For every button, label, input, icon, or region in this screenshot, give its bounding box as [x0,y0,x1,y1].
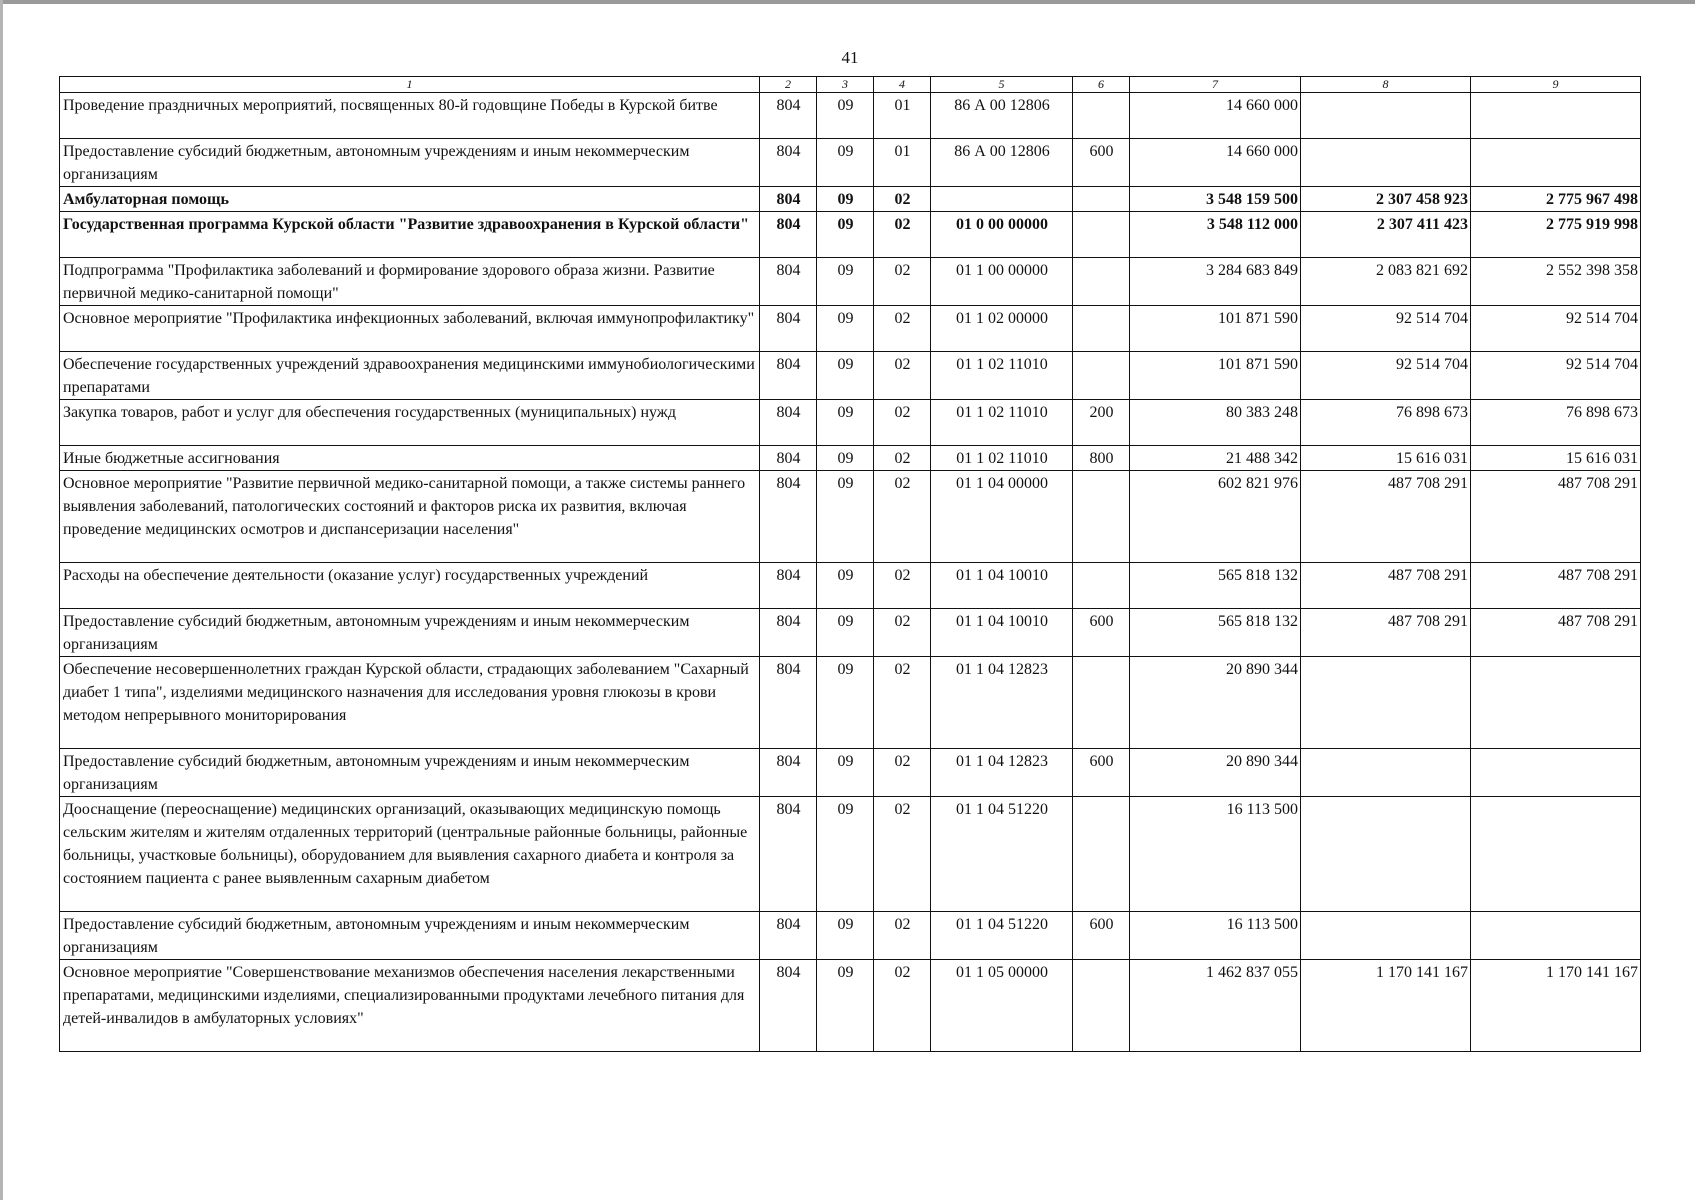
table-row [60,400,1641,446]
column-number: 3 [817,77,874,93]
row-name: Государственная программа Курской области "Развитие здравоохранения в Курской области" [60,212,760,258]
row-admin-code: 804 [760,749,817,797]
row-amount-col7: 14 660 000 [1130,93,1301,139]
row-amount-col9: 92 514 704 [1471,352,1641,400]
row-amount-col8: 2 307 411 423 [1301,212,1471,258]
table-row [60,563,1641,609]
row-target-article: 01 1 04 00000 [931,471,1073,563]
row-expense-type: 200 [1073,400,1130,446]
row-target-article [931,187,1073,212]
row-name: Предоставление субсидий бюджетным, автономным учреждениям и иным некоммерческим организациям [60,912,760,960]
row-admin-code: 804 [760,657,817,749]
table-row [60,749,1641,797]
row-amount-col8 [1301,139,1471,187]
row-amount-col8: 2 083 821 692 [1301,258,1471,306]
row-amount-col7: 16 113 500 [1130,797,1301,912]
row-admin-code: 804 [760,93,817,139]
column-number: 6 [1073,77,1130,93]
row-target-article: 86 А 00 12806 [931,139,1073,187]
row-name: Обеспечение государственных учреждений здравоохранения медицинскими иммунобиологическими препаратами [60,352,760,400]
row-expense-type: 600 [1073,912,1130,960]
row-amount-col9 [1471,749,1641,797]
scan-left-edge [0,0,3,1200]
table-row [60,609,1641,657]
row-amount-col7: 565 818 132 [1130,563,1301,609]
row-expense-type: 600 [1073,609,1130,657]
row-admin-code: 804 [760,187,817,212]
row-amount-col9 [1471,93,1641,139]
row-amount-col9 [1471,657,1641,749]
row-admin-code: 804 [760,563,817,609]
row-admin-code: 804 [760,400,817,446]
row-expense-type: 600 [1073,749,1130,797]
row-name: Основное мероприятие "Развитие первичной медико-санитарной помощи, а также системы раннего выявления заболеваний, патологических состояний и факторов риска их развития, включая проведение медицинских осмотров и диспансеризации населения" [60,471,760,563]
row-amount-col8: 76 898 673 [1301,400,1471,446]
row-name: Иные бюджетные ассигнования [60,446,760,471]
row-amount-col7: 20 890 344 [1130,749,1301,797]
row-amount-col7: 20 890 344 [1130,657,1301,749]
row-subsection-code: 02 [874,400,931,446]
row-target-article: 01 1 04 51220 [931,797,1073,912]
column-number: 4 [874,77,931,93]
budget-table [59,76,1641,1052]
row-admin-code: 804 [760,797,817,912]
row-amount-col8: 487 708 291 [1301,471,1471,563]
row-target-article: 01 1 04 12823 [931,657,1073,749]
table-row [60,352,1641,400]
row-amount-col8: 487 708 291 [1301,609,1471,657]
column-number-row [60,77,1641,93]
table-row [60,657,1641,749]
row-amount-col7: 3 284 683 849 [1130,258,1301,306]
row-admin-code: 804 [760,609,817,657]
row-name: Закупка товаров, работ и услуг для обеспечения государственных (муниципальных) нужд [60,400,760,446]
row-name: Основное мероприятие "Профилактика инфекционных заболеваний, включая иммунопрофилактику" [60,306,760,352]
row-subsection-code: 02 [874,563,931,609]
row-target-article: 01 1 04 10010 [931,563,1073,609]
row-amount-col8 [1301,912,1471,960]
row-expense-type [1073,93,1130,139]
row-amount-col9 [1471,912,1641,960]
row-amount-col9: 1 170 141 167 [1471,960,1641,1052]
row-target-article: 01 1 02 11010 [931,400,1073,446]
scan-top-edge [0,0,1695,4]
row-amount-col7: 602 821 976 [1130,471,1301,563]
row-admin-code: 804 [760,912,817,960]
row-expense-type [1073,352,1130,400]
row-subsection-code: 02 [874,446,931,471]
row-amount-col8: 487 708 291 [1301,563,1471,609]
row-amount-col9: 92 514 704 [1471,306,1641,352]
row-target-article: 01 0 00 00000 [931,212,1073,258]
row-section-code: 09 [817,960,874,1052]
row-admin-code: 804 [760,352,817,400]
row-name: Предоставление субсидий бюджетным, автономным учреждениям и иным некоммерческим организациям [60,609,760,657]
table-row [60,446,1641,471]
column-number: 9 [1471,77,1641,93]
row-admin-code: 804 [760,446,817,471]
table-row [60,212,1641,258]
row-amount-col9 [1471,139,1641,187]
row-amount-col9: 2 775 967 498 [1471,187,1641,212]
row-expense-type [1073,187,1130,212]
row-amount-col9: 487 708 291 [1471,609,1641,657]
row-amount-col8 [1301,657,1471,749]
row-section-code: 09 [817,471,874,563]
row-admin-code: 804 [760,471,817,563]
row-section-code: 09 [817,446,874,471]
row-name: Дооснащение (переоснащение) медицинских организаций, оказывающих медицинскую помощь сельским жителям и жителям отдаленных территорий (центральные районные больницы, районные больницы, участковые больницы), оборудованием для выявления сахарного диабета и контроля за состоянием пациента с ранее выявленным сахарным диабетом [60,797,760,912]
row-amount-col8 [1301,797,1471,912]
row-target-article: 01 1 00 00000 [931,258,1073,306]
row-subsection-code: 02 [874,352,931,400]
row-section-code: 09 [817,657,874,749]
column-number: 5 [931,77,1073,93]
column-number: 8 [1301,77,1471,93]
row-amount-col9: 487 708 291 [1471,471,1641,563]
row-section-code: 09 [817,139,874,187]
row-name: Предоставление субсидий бюджетным, автономным учреждениям и иным некоммерческим организациям [60,139,760,187]
row-section-code: 09 [817,93,874,139]
row-amount-col7: 80 383 248 [1130,400,1301,446]
row-amount-col7: 565 818 132 [1130,609,1301,657]
row-section-code: 09 [817,212,874,258]
row-expense-type: 800 [1073,446,1130,471]
column-number: 7 [1130,77,1301,93]
row-expense-type: 600 [1073,139,1130,187]
row-name: Проведение праздничных мероприятий, посвященных 80-й годовщине Победы в Курской битве [60,93,760,139]
row-target-article: 01 1 02 11010 [931,352,1073,400]
table-row [60,797,1641,912]
row-amount-col8: 15 616 031 [1301,446,1471,471]
row-expense-type [1073,212,1130,258]
row-subsection-code: 02 [874,657,931,749]
row-amount-col7: 3 548 159 500 [1130,187,1301,212]
row-section-code: 09 [817,258,874,306]
row-subsection-code: 02 [874,797,931,912]
row-subsection-code: 02 [874,187,931,212]
row-name: Расходы на обеспечение деятельности (оказание услуг) государственных учреждений [60,563,760,609]
page-number: 41 [841,48,859,67]
table-row [60,187,1641,212]
row-section-code: 09 [817,187,874,212]
row-section-code: 09 [817,797,874,912]
row-expense-type [1073,563,1130,609]
row-amount-col9: 487 708 291 [1471,563,1641,609]
row-subsection-code: 01 [874,93,931,139]
table-body [60,93,1641,1052]
row-section-code: 09 [817,306,874,352]
row-expense-type [1073,960,1130,1052]
row-name: Подпрограмма "Профилактика заболеваний и формирование здорового образа жизни. Развитие первичной медико-санитарной помощи" [60,258,760,306]
row-expense-type [1073,797,1130,912]
row-amount-col8 [1301,749,1471,797]
row-amount-col8 [1301,93,1471,139]
row-subsection-code: 02 [874,749,931,797]
row-admin-code: 804 [760,960,817,1052]
row-subsection-code: 02 [874,960,931,1052]
row-amount-col7: 101 871 590 [1130,306,1301,352]
column-number: 2 [760,77,817,93]
table-row [60,471,1641,563]
row-expense-type [1073,258,1130,306]
row-subsection-code: 02 [874,609,931,657]
row-expense-type [1073,471,1130,563]
row-name: Амбулаторная помощь [60,187,760,212]
table-row [60,912,1641,960]
row-amount-col9: 2 775 919 998 [1471,212,1641,258]
row-amount-col7: 3 548 112 000 [1130,212,1301,258]
row-target-article: 01 1 04 10010 [931,609,1073,657]
row-section-code: 09 [817,352,874,400]
table-row [60,960,1641,1052]
row-amount-col7: 21 488 342 [1130,446,1301,471]
row-admin-code: 804 [760,306,817,352]
table-row [60,93,1641,139]
table-row [60,139,1641,187]
row-section-code: 09 [817,609,874,657]
row-name: Обеспечение несовершеннолетних граждан Курской области, страдающих заболеванием "Сахарный диабет 1 типа", изделиями медицинского назначения для исследования уровня глюкозы в крови методом непрерывного мониторирования [60,657,760,749]
row-amount-col7: 1 462 837 055 [1130,960,1301,1052]
row-amount-col8: 92 514 704 [1301,352,1471,400]
row-target-article: 01 1 04 51220 [931,912,1073,960]
row-amount-col7: 101 871 590 [1130,352,1301,400]
row-amount-col7: 14 660 000 [1130,139,1301,187]
row-section-code: 09 [817,749,874,797]
row-amount-col9: 76 898 673 [1471,400,1641,446]
row-expense-type [1073,306,1130,352]
row-subsection-code: 02 [874,212,931,258]
row-amount-col8: 92 514 704 [1301,306,1471,352]
row-name: Основное мероприятие "Совершенствование механизмов обеспечения населения лекарственными препаратами, медицинскими изделиями, специализированными продуктами лечебного питания для детей-инвалидов в амбулаторных условиях" [60,960,760,1052]
table-row [60,306,1641,352]
row-subsection-code: 01 [874,139,931,187]
column-number: 1 [60,77,760,93]
row-target-article: 01 1 02 00000 [931,306,1073,352]
row-amount-col9: 15 616 031 [1471,446,1641,471]
row-admin-code: 804 [760,258,817,306]
row-subsection-code: 02 [874,912,931,960]
row-amount-col9: 2 552 398 358 [1471,258,1641,306]
row-subsection-code: 02 [874,471,931,563]
row-subsection-code: 02 [874,258,931,306]
row-amount-col7: 16 113 500 [1130,912,1301,960]
row-section-code: 09 [817,563,874,609]
table-row [60,258,1641,306]
row-admin-code: 804 [760,212,817,258]
row-target-article: 01 1 02 11010 [931,446,1073,471]
row-target-article: 01 1 04 12823 [931,749,1073,797]
row-subsection-code: 02 [874,306,931,352]
row-admin-code: 804 [760,139,817,187]
row-target-article: 86 А 00 12806 [931,93,1073,139]
row-amount-col9 [1471,797,1641,912]
row-amount-col8: 1 170 141 167 [1301,960,1471,1052]
row-amount-col8: 2 307 458 923 [1301,187,1471,212]
row-name: Предоставление субсидий бюджетным, автономным учреждениям и иным некоммерческим организациям [60,749,760,797]
row-expense-type [1073,657,1130,749]
row-section-code: 09 [817,912,874,960]
row-target-article: 01 1 05 00000 [931,960,1073,1052]
row-section-code: 09 [817,400,874,446]
